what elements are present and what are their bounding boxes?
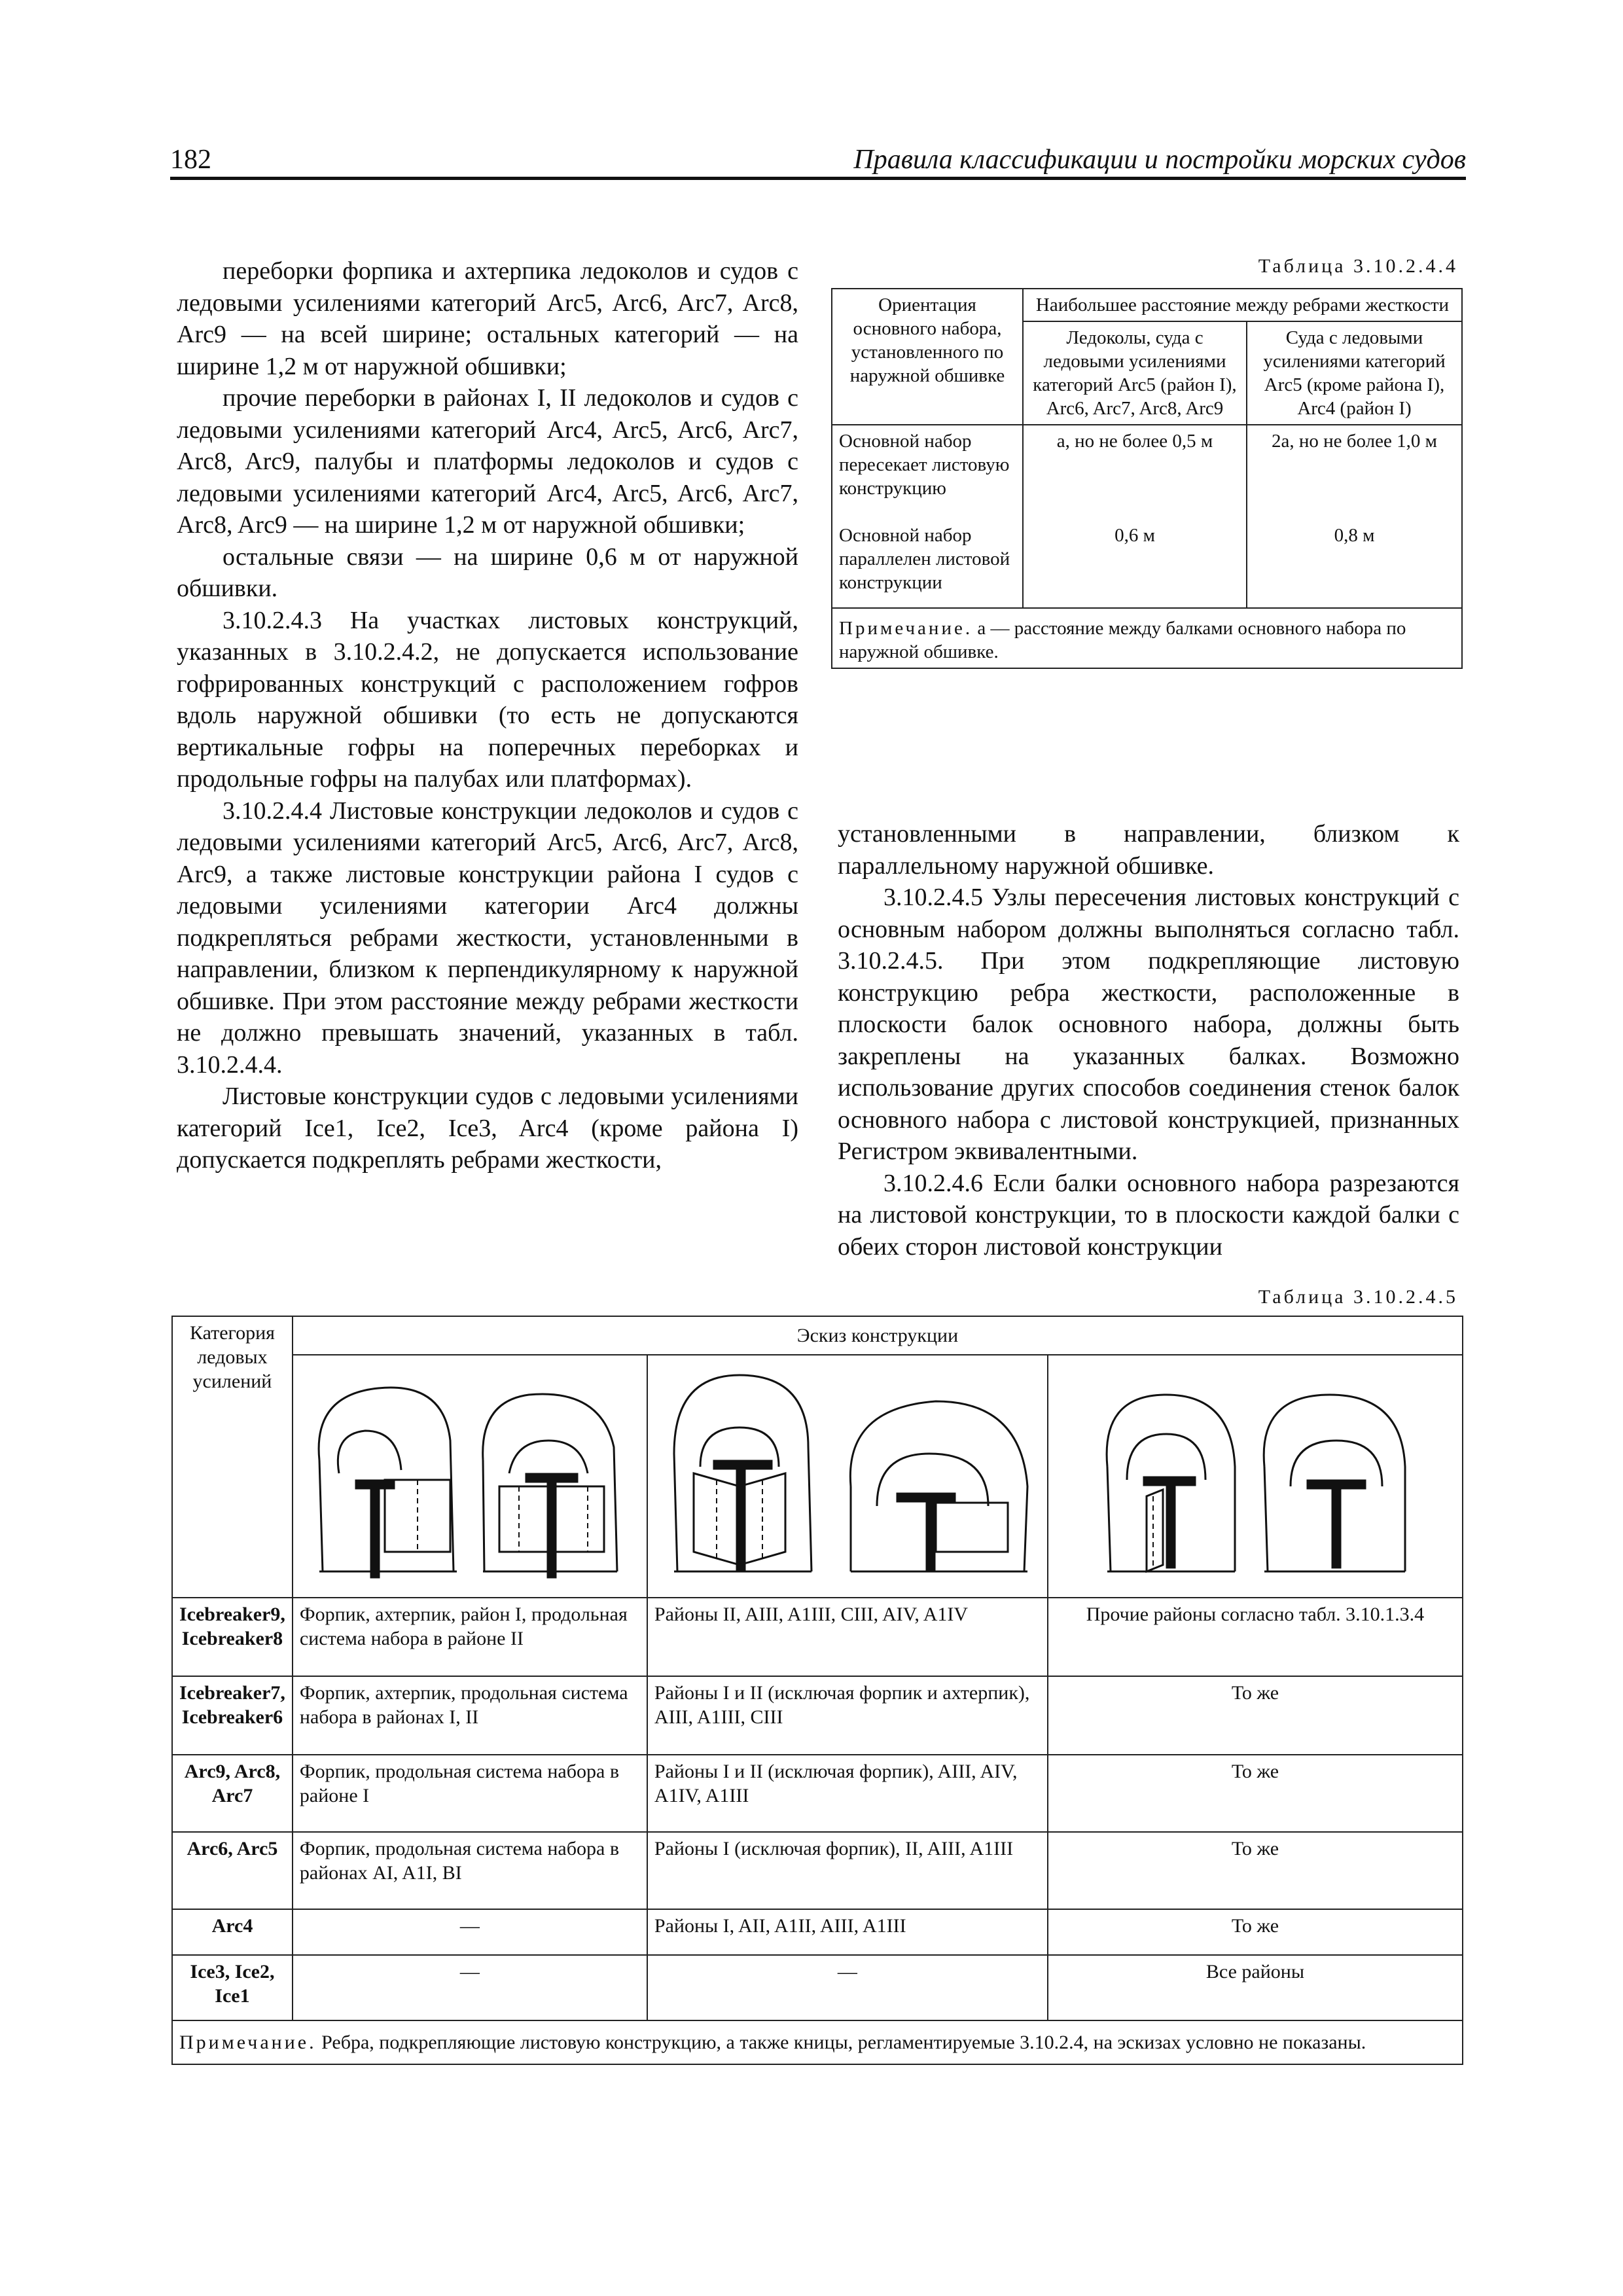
sketch1-areas: Форпик, продольная система набора в районах AI, A1I, BI: [293, 1832, 647, 1909]
sketch-cell-1: [293, 1355, 647, 1598]
sketch3-areas: То же: [1048, 1676, 1463, 1755]
table1-note-lead: Примечание.: [839, 618, 973, 639]
sketch1-areas: Форпик, ахтерпик, продольная система набора в районах I, II: [293, 1676, 647, 1755]
sketch1-areas: —: [293, 1909, 647, 1955]
sketch2-areas: Районы I, AII, A1II, AIII, A1III: [647, 1909, 1048, 1955]
table1-row2-label: Основной набор параллелен листовой конструкции: [832, 504, 1023, 608]
table1-caption: Таблица 3.10.2.4.4: [1258, 255, 1458, 277]
table1-header-orientation: Ориентация основного набора, установленного по наружной обшивке: [832, 289, 1023, 425]
sketch-intersection-1: [293, 1355, 647, 1591]
table1-row1-value1: a, но не более 0,5 м: [1023, 425, 1247, 504]
table-row: [172, 1755, 1463, 1832]
table-row: [172, 1832, 1463, 1909]
table2-note: [172, 2020, 1463, 2064]
category-cell: Icebreaker9, Icebreaker8: [172, 1598, 293, 1676]
table-3-10-2-4-4: [831, 288, 1463, 669]
sketch3-areas: Прочие районы согласно табл. 3.10.1.3.4: [1048, 1598, 1463, 1676]
sketch3-areas: Все районы: [1048, 1955, 1463, 2020]
table-row: [172, 1955, 1463, 2020]
sketch-intersection-3: [1048, 1355, 1448, 1591]
sketch2-areas: Районы I и II (исключая форпик), AIII, AIV, A1IV, A1III: [647, 1755, 1048, 1832]
table-row: [172, 1676, 1463, 1755]
table2-note-lead: Примечание.: [179, 2032, 317, 2053]
paragraph: Листовые конструкции судов с ледовыми усилениями категорий Ice1, Ice2, Ice3, Arc4 (кроме района I) допускается подкреплять ребрами жесткости,: [177, 1083, 798, 1174]
sketch2-areas: —: [647, 1955, 1048, 2020]
paragraph: 3.10.2.4.5 Узлы пересечения листовых конструкций с основным набором должны выполняться согласно табл. 3.10.2.4.5. При этом подкрепляющие листовую конструкцию ребра жесткости, расположенные в плоскости балок основного набора, должны быть закреплены на указанных балках. Возможно использование других способов соединения стенок балок основного набора с листовой конструкцией, признанных Регистром эквивалентными.: [838, 884, 1459, 1165]
sketch2-areas: Районы I (исключая форпик), II, AIII, A1III: [647, 1832, 1048, 1909]
left-column: [177, 255, 798, 1176]
table2-caption: Таблица 3.10.2.4.5: [1258, 1286, 1458, 1308]
header-rule: [170, 177, 1466, 180]
paragraph: 3.10.2.4.3 На участках листовых конструкций, указанных в 3.10.2.4.2, не допускается использование гофрированных конструкций с расположением гофров вдоль наружной обшивки (то есть не допускаются вертикальные гофры на поперечных переборках и продольные гофры на палубах или платформах).: [177, 606, 798, 793]
table-row: [172, 1598, 1463, 1676]
table1-header-ice-ships: Суда с ледовыми усилениями категорий Arc5 (кроме района I), Arc4 (район I): [1247, 321, 1462, 425]
table1-note: [832, 608, 1462, 668]
sketch3-areas: То же: [1048, 1832, 1463, 1909]
sketch1-areas: —: [293, 1955, 647, 2020]
category-cell: Arc6, Arc5: [172, 1832, 293, 1909]
sketch3-areas: То же: [1048, 1909, 1463, 1955]
table2-header-sketch: Эскиз конструкции: [293, 1316, 1463, 1355]
running-title: Правила классификации и постройки морских судов: [853, 145, 1466, 175]
sketch1-areas: Форпик, продольная система набора в районе I: [293, 1755, 647, 1832]
sketch-cell-2: [647, 1355, 1048, 1598]
table2-note-text: Ребра, подкрепляющие листовую конструкцию, а также кницы, регламентируемые 3.10.2.4, на эскизах условно не показаны.: [321, 2032, 1366, 2053]
table1-row2-value2: 0,8 м: [1247, 504, 1462, 608]
sketch-intersection-2: [648, 1355, 1047, 1591]
sketch-cell-3: [1048, 1355, 1463, 1598]
table1-row1-label: Основной набор пересекает листовую конструкцию: [832, 425, 1023, 504]
right-column: [838, 818, 1459, 1263]
paragraph: остальные связи — на ширине 0,6 м от наружной обшивки.: [177, 543, 798, 602]
category-cell: Ice3, Ice2, Ice1: [172, 1955, 293, 2020]
table2-header-category: Категория ледовых усилений: [172, 1316, 293, 1598]
table1-header-max-spacing: Наибольшее расстояние между ребрами жесткости: [1023, 289, 1462, 321]
table1-row2-value1: 0,6 м: [1023, 504, 1247, 608]
table-3-10-2-4-5: [171, 1316, 1463, 2065]
sketch2-areas: Районы II, AIII, A1III, CIII, AIV, A1IV: [647, 1598, 1048, 1676]
paragraph: переборки форпика и ахтерпика ледоколов и судов с ледовыми усилениями категорий Arc5, Arc6, Arc7, Arc8, Arc9 — на всей ширине; остальных категорий — на ширине 1,2 м от наружной обшивки;: [177, 257, 798, 380]
table-row: [172, 1909, 1463, 1955]
category-cell: Arc4: [172, 1909, 293, 1955]
paragraph: 3.10.2.4.4 Листовые конструкции ледоколов и судов с ледовыми усилениями категорий Arc5, Arc6, Arc7, Arc8, Arc9, а также листовые конструкции района I судов с ледовыми усилениями категории Arc4 должны подкрепляться ребрами жесткости, установленными в направлении, близком к перпендикулярному к наружной обшивке. При этом расстояние между ребрами жесткости не должно превышать значений, указанных в табл. 3.10.2.4.4.: [177, 797, 798, 1079]
paragraph: 3.10.2.4.6 Если балки основного набора разрезаются на листовой конструкции, то в плоскости каждой балки с обеих сторон листовой конструкции: [838, 1169, 1459, 1261]
sketch3-areas: То же: [1048, 1755, 1463, 1832]
category-cell: Arc9, Arc8, Arc7: [172, 1755, 293, 1832]
table1-note-text: a — расстояние между балками основного набора по наружной обшивке.: [839, 618, 1406, 662]
paragraph: прочие переборки в районах I, II ледоколов и судов с ледовыми усилениями категорий Arc4, Arc5, Arc6, Arc7, Arc8, Arc9, палубы и платформы ледоколов и судов с ледовыми усилениями категорий Arc4, Arc5, Arc6, Arc7, Arc8, Arc9 — на ширине 1,2 м от наружной обшивки;: [177, 384, 798, 539]
paragraph: установленными в направлении, близком к параллельному наружной обшивке.: [838, 820, 1459, 880]
sketch2-areas: Районы I и II (исключая форпик и ахтерпик), AIII, A1III, CIII: [647, 1676, 1048, 1755]
category-cell: Icebreaker7, Icebreaker6: [172, 1676, 293, 1755]
page-number: 182: [170, 145, 211, 175]
sketch1-areas: Форпик, ахтерпик, район I, продольная система набора в районе II: [293, 1598, 647, 1676]
table1-row1-value2: 2a, но не более 1,0 м: [1247, 425, 1462, 504]
table1-header-icebreakers: Ледоколы, суда с ледовыми усилениями категорий Arc5 (район I), Arc6, Arc7, Arc8, Arc9: [1023, 321, 1247, 425]
